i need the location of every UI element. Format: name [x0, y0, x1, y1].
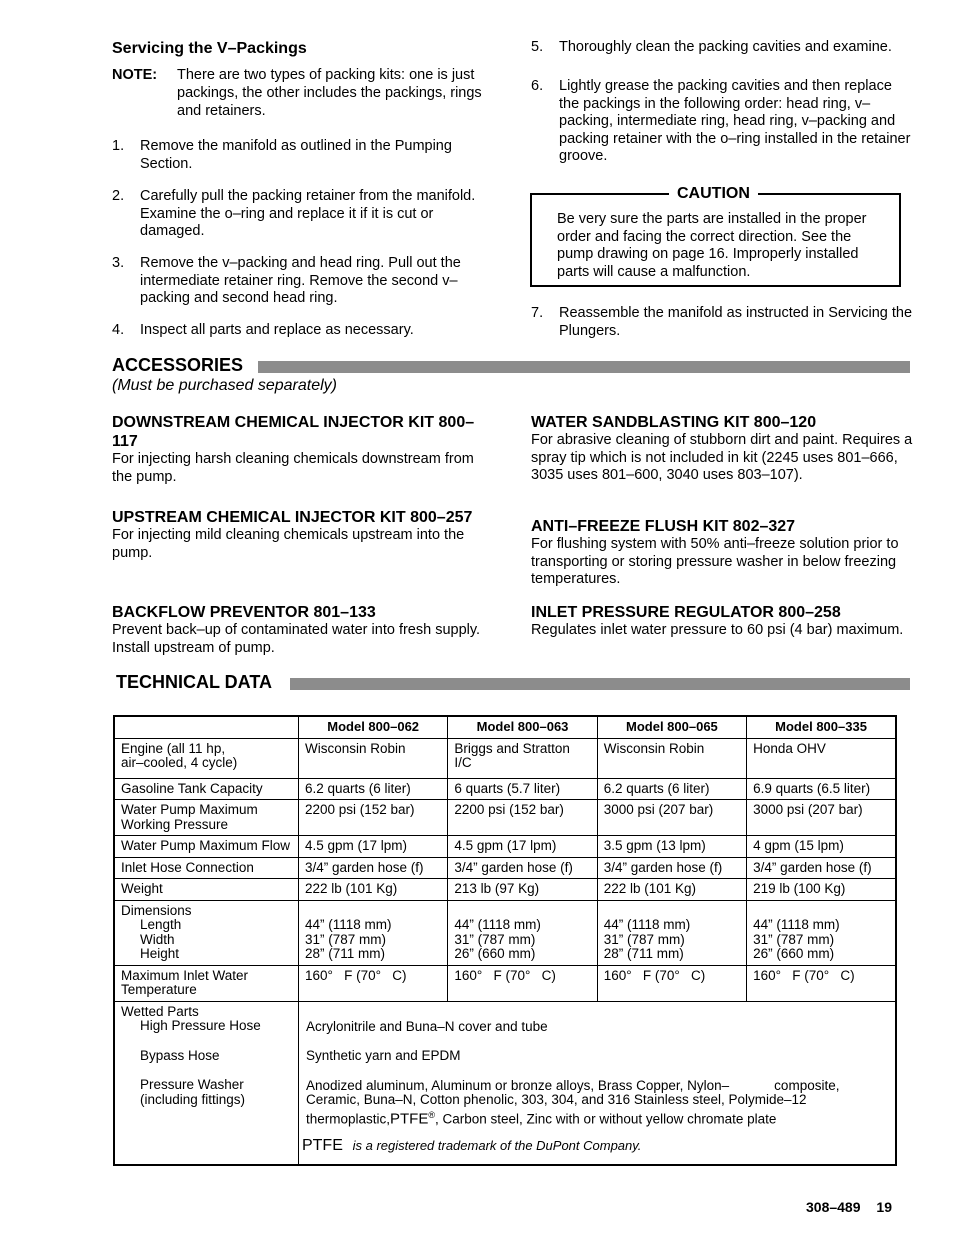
brand-name: PTFE: [390, 1110, 429, 1127]
step-number: 1.: [112, 138, 125, 154]
table-cell: 2200 psi (152 bar): [448, 800, 597, 836]
step-item: [531, 305, 916, 340]
step-item: [112, 138, 496, 173]
table-cell: 4 gpm (15 lpm): [747, 836, 896, 858]
table-cell: 44” (1118 mm) 31” (787 mm) 28” (711 mm): [298, 900, 447, 965]
kit-title: BACKFLOW PREVENTOR 801–133: [112, 604, 376, 621]
table-cell: 44” (1118 mm) 31” (787 mm) 26” (660 mm): [448, 900, 597, 965]
doc-number: 308–489: [806, 1199, 861, 1215]
step-number: 4.: [112, 322, 125, 338]
table-cell: Wisconsin Robin: [298, 738, 447, 778]
page-number: 19: [876, 1199, 892, 1215]
step-item: [531, 39, 916, 57]
step-number: 2.: [112, 188, 125, 204]
table-row: [114, 836, 896, 858]
section-rule: [258, 361, 910, 373]
step-text: Carefully pull the packing retainer from the manifold. Examine the o–ring and replace it if it is cut or damaged.: [140, 188, 476, 239]
table-cell: 44” (1118 mm) 31” (787 mm) 26” (660 mm): [747, 900, 896, 965]
kit-item: [531, 413, 917, 485]
row-sublabel: Height: [140, 946, 180, 961]
table-cell: 3000 psi (207 bar): [747, 800, 896, 836]
table-cell: 6.9 quarts (6.5 liter): [747, 778, 896, 800]
kit-title: WATER SANDBLASTING KIT 800–120: [531, 414, 817, 431]
table-cell: 6 quarts (5.7 liter): [448, 778, 597, 800]
accessories-title: ACCESSORIES: [112, 355, 253, 376]
step-number: 3.: [112, 255, 125, 271]
kit-description: For injecting mild cleaning chemicals upstream into the pump.: [112, 527, 465, 561]
step-number: 7.: [531, 305, 544, 321]
wetted-part-value: Synthetic yarn and EPDM: [305, 1048, 461, 1063]
row-label: Maximum Inlet Water Temperature: [114, 965, 298, 1001]
technical-data-table: [113, 715, 897, 1166]
step-item: [112, 188, 496, 241]
table-cell: 160° F (70° C): [448, 965, 597, 1001]
note-text: There are two types of packing kits: one is just packings, the other includes the packings, rings and retainers.: [177, 67, 482, 119]
table-cell: 4.5 gpm (17 lpm): [298, 836, 447, 858]
row-label: Gasoline Tank Capacity: [114, 778, 298, 800]
table-cell: 3/4” garden hose (f): [597, 857, 746, 879]
table-row: [114, 738, 896, 778]
row-label: [114, 1001, 298, 1165]
step-text: Thoroughly clean the packing cavities and examine.: [559, 39, 892, 55]
kit-description: Regulates inlet water pressure to 60 psi (4 bar) maximum.: [531, 622, 904, 638]
table-row: [114, 965, 896, 1001]
wetted-part-text: Anodized aluminum, Aluminum or bronze alloys, Brass Copper, Nylon– composite, Ceramic, Buna–N, Cotton phenolic, 303, 304, and 316 Stainless steel, Polymide–12 thermoplastic,: [305, 1077, 844, 1126]
table-cell: Briggs and Stratton I/C: [448, 738, 597, 778]
table-row: [114, 778, 896, 800]
table-cell: 160° F (70° C): [747, 965, 896, 1001]
row-label: [114, 900, 298, 965]
wetted-part-value: Acrylonitrile and Buna–N cover and tube: [305, 1018, 548, 1034]
kit-item: [112, 603, 498, 657]
table-cell: Wisconsin Robin: [597, 738, 746, 778]
row-label-text: Dimensions: [121, 902, 192, 918]
technical-title: TECHNICAL DATA: [116, 672, 282, 693]
row-sublabel: Length: [140, 917, 182, 932]
model-header: Model 800–062: [298, 716, 447, 738]
table-row-wetted-parts: [114, 1001, 896, 1165]
table-row: [114, 800, 896, 836]
wetted-part-value: [306, 1079, 865, 1127]
table-cell: 222 lb (101 Kg): [597, 879, 746, 901]
table-cell: 160° F (70° C): [298, 965, 447, 1001]
table-cell: 3.5 gpm (13 lpm): [597, 836, 746, 858]
wetted-part-text: , Carbon steel, Zinc with or without yellow chromate plate: [435, 1111, 777, 1126]
step-item: [112, 255, 496, 308]
section-rule: [290, 678, 910, 690]
table-cell: 213 lb (97 Kg): [448, 879, 597, 901]
step-text: Inspect all parts and replace as necessary.: [140, 322, 414, 338]
kit-item: [531, 517, 917, 589]
table-row: [114, 879, 896, 901]
kit-description: For flushing system with 50% anti–freeze solution prior to transporting or storing pressure washer in below freezing temperatures.: [531, 536, 899, 587]
step-text: Remove the manifold as outlined in the Pumping Section.: [140, 138, 452, 172]
step-number: 5.: [531, 39, 544, 55]
table-cell: 3/4” garden hose (f): [448, 857, 597, 879]
row-sublabel: High Pressure Hose: [140, 1018, 261, 1033]
kit-item: [112, 508, 498, 562]
table-cell: 3000 psi (207 bar): [597, 800, 746, 836]
trademark-note: [301, 1136, 865, 1154]
step-text: Remove the v–packing and head ring. Pull out the intermediate retainer ring. Remove the second v–packing and second head ring.: [140, 255, 461, 306]
kit-item: [112, 413, 498, 486]
step-item: [112, 322, 496, 340]
note-label: NOTE:: [112, 67, 158, 83]
kit-description: For abrasive cleaning of stubborn dirt and paint. Requires a spray tip which is not included in kit (2245 uses 801–666, 3035 uses 801–600, 3040 uses 803–107).: [531, 432, 913, 483]
table-header-row: [114, 716, 896, 738]
table-cell: Honda OHV: [747, 738, 896, 778]
model-header: Model 800–063: [448, 716, 597, 738]
row-sublabel: Width: [140, 931, 175, 947]
table-cell: 160° F (70° C): [597, 965, 746, 1001]
step-item: [531, 78, 916, 166]
row-label: Water Pump Maximum Working Pressure: [114, 800, 298, 836]
step-number: 6.: [531, 78, 544, 94]
row-label: Engine (all 11 hp, air–cooled, 4 cycle): [114, 738, 298, 778]
table-row: [114, 857, 896, 879]
wetted-parts-cell: [298, 1001, 896, 1165]
table-cell: 6.2 quarts (6 liter): [597, 778, 746, 800]
table-cell: 2200 psi (152 bar): [298, 800, 447, 836]
kit-description: Prevent back–up of contaminated water into fresh supply. Install upstream of pump.: [112, 622, 481, 656]
accessories-subtitle: (Must be purchased separately): [112, 377, 337, 394]
kit-title: ANTI–FREEZE FLUSH KIT 802–327: [531, 518, 796, 535]
trademark-text: is a registered trademark of the DuPont Company.: [352, 1137, 642, 1153]
step-text: Lightly grease the packing cavities and then replace the packings in the following order: head ring, v–packing, intermediate ring, head ring, v–packing and packing retainer with the o–ring installed in the retainer groove.: [559, 78, 911, 164]
kit-title: UPSTREAM CHEMICAL INJECTOR KIT 800–257: [112, 509, 473, 526]
table-cell: 6.2 quarts (6 liter): [298, 778, 447, 800]
table-cell: 222 lb (101 Kg): [298, 879, 447, 901]
servicing-title: Servicing the V–Packings: [112, 40, 307, 57]
kit-description: For injecting harsh cleaning chemicals downstream from the pump.: [112, 451, 474, 485]
caution-title: CAUTION: [669, 185, 758, 203]
row-label: Weight: [114, 879, 298, 901]
kit-item: [531, 603, 917, 640]
step-text: Reassemble the manifold as instructed in Servicing the Plungers.: [559, 305, 913, 339]
row-sublabel: Pressure Washer (including fittings): [140, 1077, 246, 1107]
model-header: Model 800–335: [747, 716, 896, 738]
table-corner: [114, 716, 298, 738]
row-label: Inlet Hose Connection: [114, 857, 298, 879]
caution-box: [530, 185, 901, 287]
note: [112, 66, 496, 120]
kit-title: DOWNSTREAM CHEMICAL INJECTOR KIT 800–117: [112, 414, 475, 450]
footer: [806, 1199, 892, 1215]
table-cell: 44” (1118 mm) 31” (787 mm) 28” (711 mm): [597, 900, 746, 965]
row-label: Water Pump Maximum Flow: [114, 836, 298, 858]
table-cell: 4.5 gpm (17 lpm): [448, 836, 597, 858]
caution-text: Be very sure the parts are installed in the proper order and facing the correct direction. See the pump drawing on page 16. Improperly installed parts will cause a malfunction.: [557, 211, 867, 280]
registered-mark: ®: [428, 1109, 435, 1120]
table-row: [114, 900, 896, 965]
row-label-text: Wetted Parts: [121, 1003, 199, 1019]
model-header: Model 800–065: [597, 716, 746, 738]
table-cell: 3/4” garden hose (f): [747, 857, 896, 879]
table-cell: 3/4” garden hose (f): [298, 857, 447, 879]
row-sublabel: Bypass Hose: [140, 1047, 220, 1063]
brand-name: PTFE: [301, 1136, 343, 1154]
table-cell: 219 lb (100 Kg): [747, 879, 896, 901]
kit-title: INLET PRESSURE REGULATOR 800–258: [531, 604, 841, 621]
